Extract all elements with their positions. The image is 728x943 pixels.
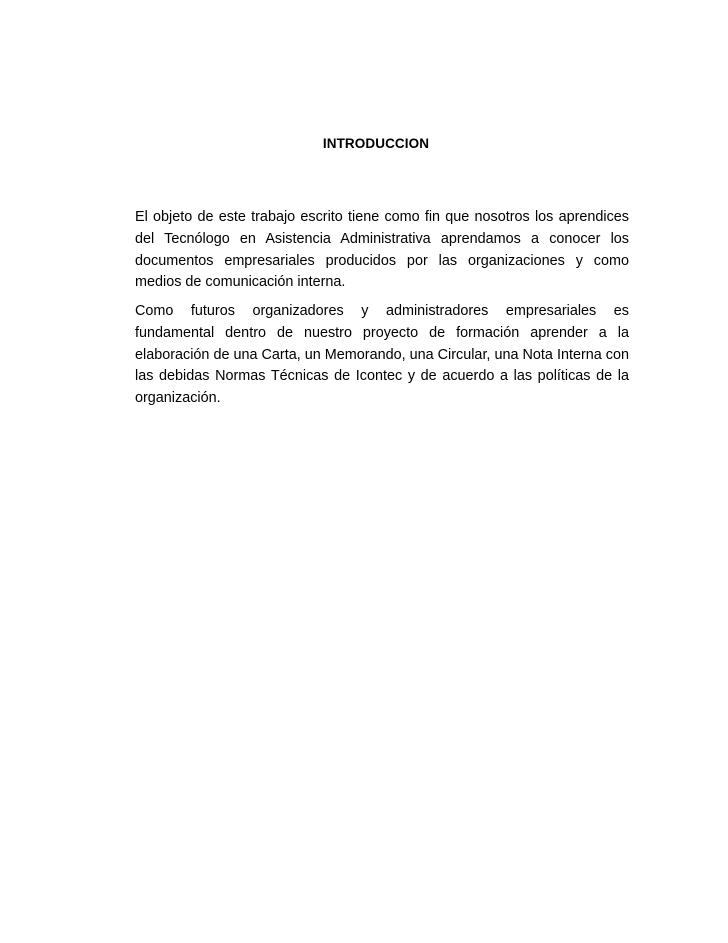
document-title: INTRODUCCION — [322, 136, 430, 151]
intro-paragraph-2: Como futuros organizadores y administradores empresariales es fundamental dentro de nuestro proyecto de formación aprender a la elaboración de una Carta, un Memorando, una Circular, una Nota Interna con las debidas Normas Técnicas de Icontec y de acuerdo a las políticas de la organización. — [135, 303, 629, 407]
intro-paragraph-1: El objeto de este trabajo escrito tiene como fin que nosotros los aprendices del Tecnólogo en Asistencia Administrativa aprendamos a conocer los documentos empresariales producidos por las organizaciones y como medios de comunicación interna. — [135, 209, 629, 291]
